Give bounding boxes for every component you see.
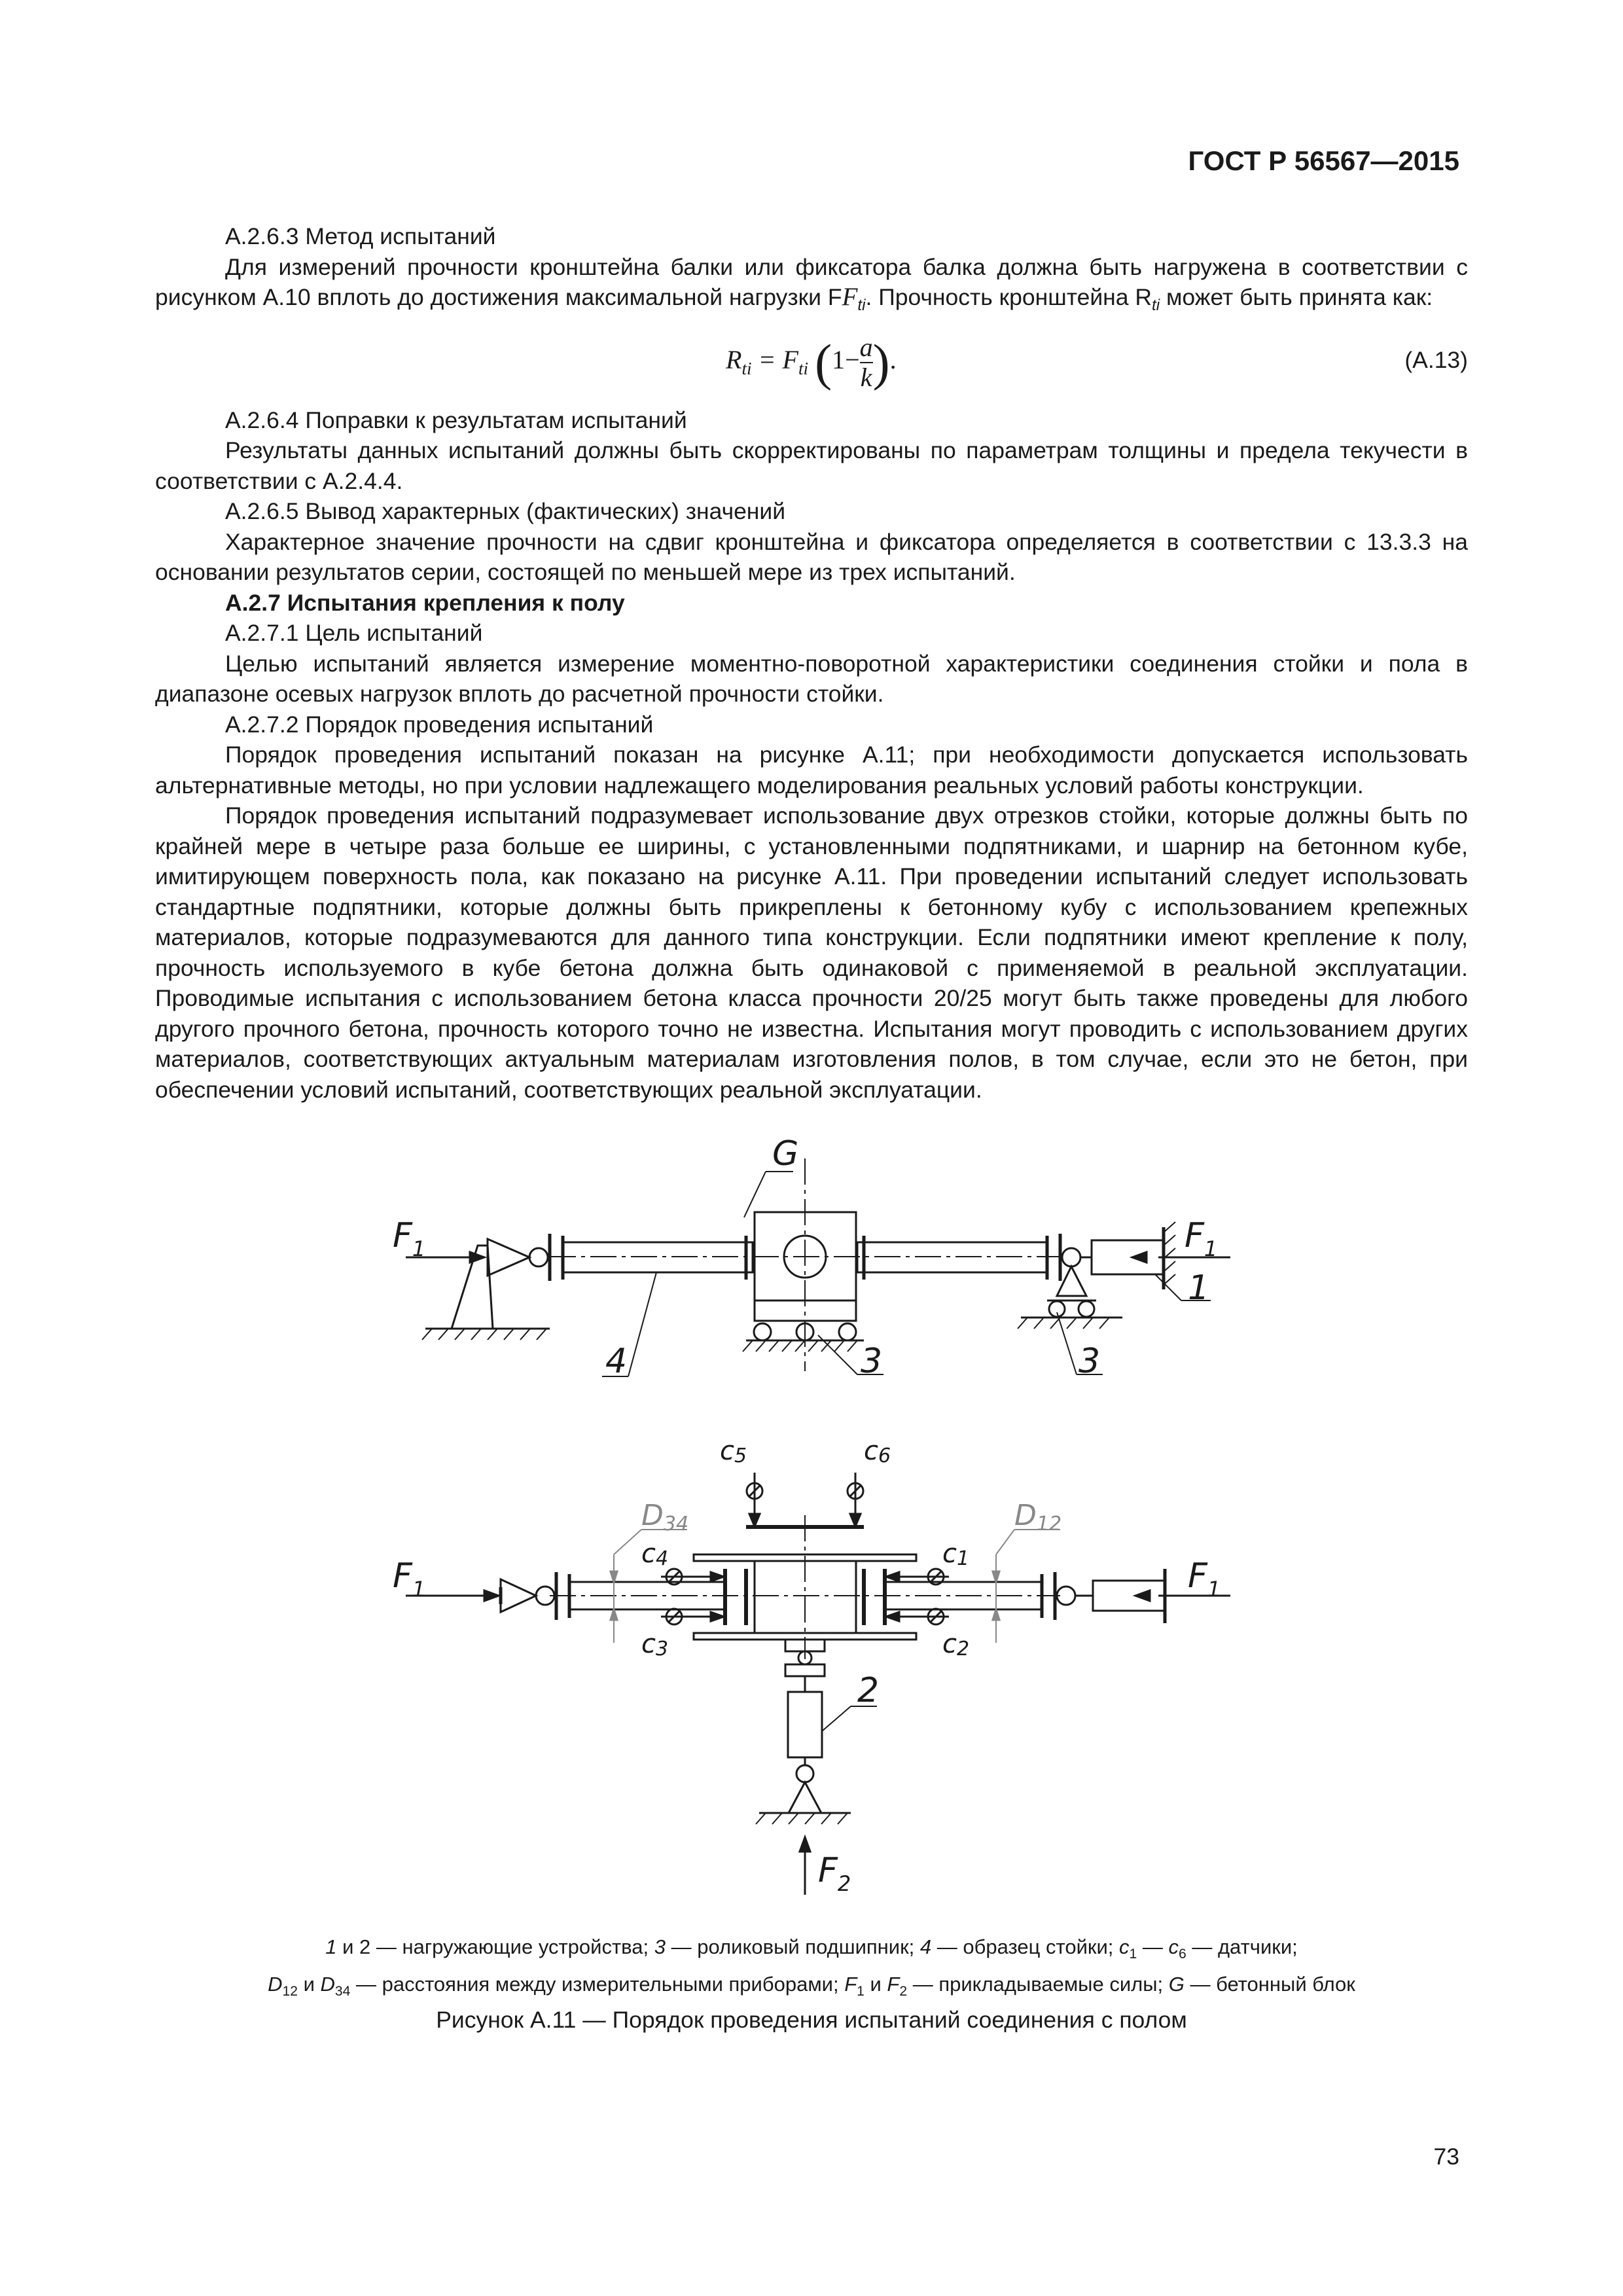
label-F2: $F_2$ [818, 1851, 851, 1896]
page-number: 73 [1433, 2144, 1459, 2170]
section-title: А.2.6.5 Вывод характерных (фактических) значений [225, 498, 786, 525]
formula-expression: $R_{ti} = F_{ti}$ (1− $\frac{a}{k}$ ). [726, 332, 897, 392]
label-c1: c1 [942, 1539, 970, 1570]
paragraph: Порядок проведения испытаний показан на рисунке А.11; при необходимости допускается использовать альтернативные методы, но при условии надлежащего моделирования реальных условий работы конструкции. [155, 742, 1468, 798]
paragraph: Результаты данных испытаний должны быть скорректированы по параметрам толщины и предела текучести в соответствии с А.2.4.4. [155, 437, 1468, 494]
section-title: А.2.6.3 Метод испытаний [225, 223, 496, 249]
label-c5: c5 [720, 1436, 747, 1467]
paragraph: Характерное значение прочности на сдвиг кронштейна и фиксатора определяется в соответствии с 13.3.3 на основании результатов серии, состоящей по меньшей мере из трех испытаний. [155, 528, 1468, 586]
figure-a11 [353, 1129, 1270, 1908]
formula-a13 [155, 325, 1468, 399]
label-3-right: 3 [1079, 1342, 1101, 1381]
label-c2: c2 [942, 1629, 970, 1660]
paragraph: Для измерений прочности кронштейна балки или фиксатора балка должна быть нагружена в соответствии с рисунком А.10 вплоть до достижения максимальной нагрузки $FF_{ti}$. Прочность кронштейна $R_{ti}$ может быть принята как: [155, 253, 1468, 315]
label-3-center: 3 [861, 1342, 883, 1381]
label-D12: D12 [1014, 1499, 1062, 1535]
section-title: А.2.7.1 Цель испытаний [225, 620, 483, 647]
test-setup-diagram [353, 1129, 1270, 1908]
legend-line-2: $D_{12}$ и $D_{34}$ — расстояния между измерительными приборами; $F_1$ и $F_2$ — прикладываемые силы; G — бетонный блок [268, 1973, 1355, 2000]
label-2: 2 [857, 1671, 880, 1710]
label-4: 4 [605, 1342, 628, 1381]
label-D34: D34 [641, 1499, 689, 1535]
paragraph: Целью испытаний является измерение моментно-поворотной характеристики соединения стойки и пола в диапазоне осевых нагрузок вплоть до расчетной прочности стойки. [155, 650, 1468, 708]
label-G: G [772, 1134, 799, 1174]
document-header: ГОСТ Р 56567—2015 [1188, 145, 1459, 176]
figure-legend [155, 1932, 1468, 2007]
label-c6: c6 [864, 1436, 891, 1467]
figure-caption: Рисунок А.11 — Порядок проведения испытаний соединения с полом [436, 2007, 1187, 2033]
section-title: А.2.6.4 Поправки к результатам испытаний [225, 406, 687, 433]
label-1: 1 [1188, 1268, 1210, 1308]
document-body [155, 221, 1468, 1105]
section-title: А.2.7.2 Порядок проведения испытаний [225, 711, 654, 738]
label-c3: c3 [641, 1629, 669, 1660]
section-heading: А.2.7 Испытания крепления к полу [225, 589, 625, 616]
formula-number: (A.13) [1404, 346, 1468, 373]
label-F1-plan-right: $F_1$ [1188, 1556, 1221, 1602]
legend-line-1: 1 и 2 — нагружающие устройства; 3 — роликовый подшипник; 4 — образец стойки; $c_1$ — $c_6$ — датчики; [325, 1935, 1298, 1962]
label-c4: c4 [641, 1539, 669, 1570]
label-F1-left: $F_1$ [393, 1216, 426, 1261]
paragraph: Порядок проведения испытаний подразумевает использование двух отрезков стойки, которые должны быть по крайней мере в четыре раза больше ее ширины, с установленными подпятниками, и шарнир на бетонном кубе, имитирующем поверхность пола, как показано на рисунке А.11. При проведении испытаний следует использовать стандартные подпятники, которые должны быть прикреплены к бетонному кубу с использованием крепежных материалов, которые подразумеваются для данного типа конструкции. Если подпятники имеют крепление к полу, прочность используемого в кубе бетона должна быть одинаковой с применяемой в реальной эксплуатации. Проводимые испытания с использованием бетона класса прочности 20/25 могут быть также проведены для любого другого прочного бетона, прочность которого точно не известна. Испытания могут проводить с использованием других материалов, соответствующих актуальным материалам изготовления полов, в том случае, если это не бетон, при обеспечении условий испытаний, соответствующих реальной эксплуатации. [155, 802, 1468, 1103]
label-F1-plan-left: $F_1$ [393, 1556, 426, 1602]
label-F1-right: $F_1$ [1185, 1216, 1218, 1261]
